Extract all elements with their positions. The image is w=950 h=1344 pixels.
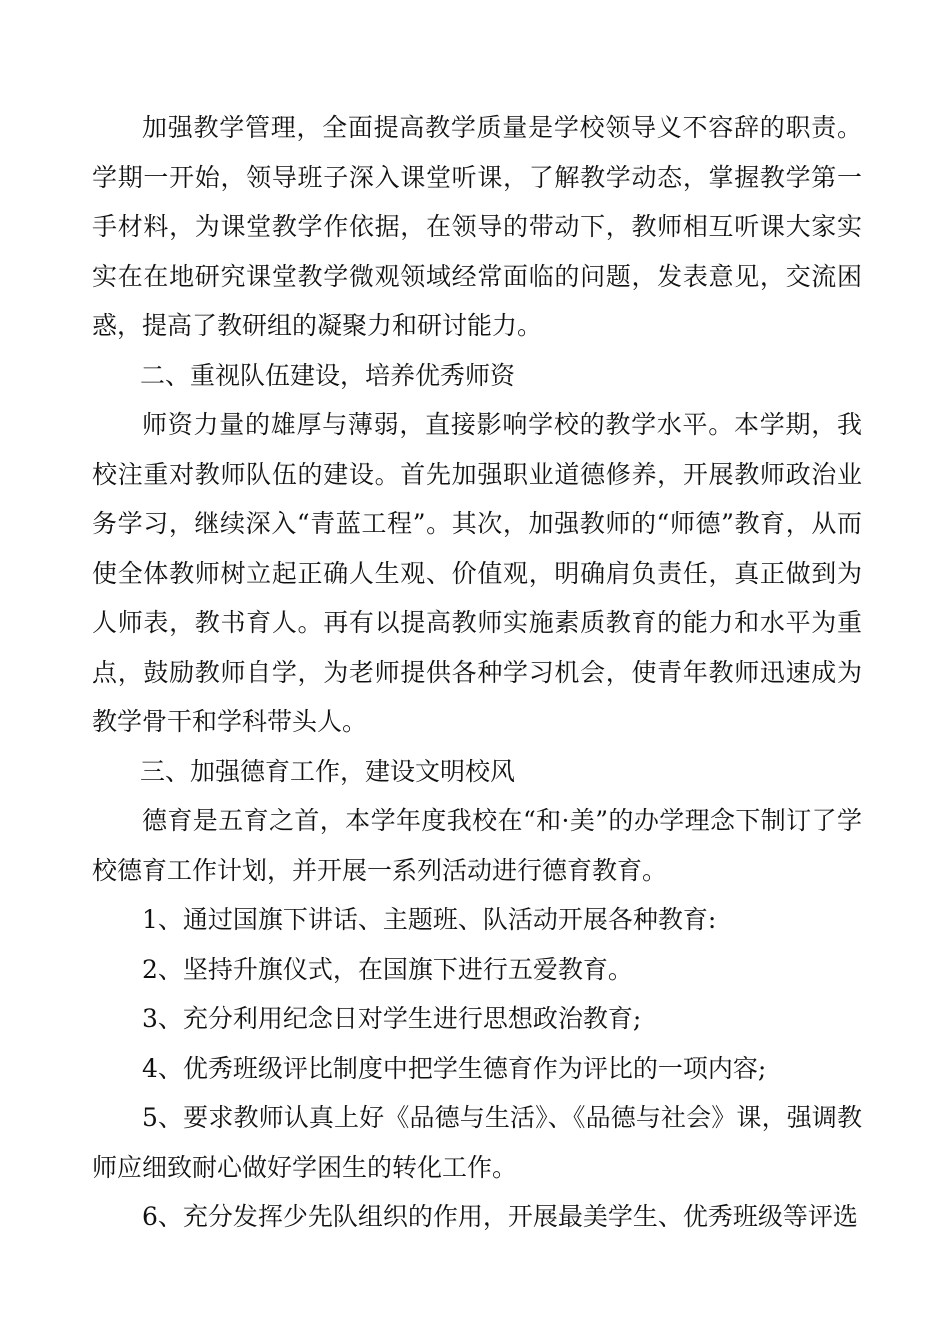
paragraph-moral-education-intro: 德育是五育之首，本学年度我校在“和·美”的办学理念下制订了学校德育工作计划，并开展一系列活动进行德育教育。 xyxy=(92,806,862,885)
document-body xyxy=(92,103,862,1242)
list-item-3: 3、充分利用纪念日对学生进行思想政治教育; xyxy=(142,1004,642,1033)
paragraph-teacher-strength: 师资力量的雄厚与薄弱，直接影响学校的教学水平。本学期，我校注重对教师队伍的建设。首先加强职业道德修养，开展教师政治业务学习，继续深入“青蓝工程”。其次，加强教师的“师德”教育，从而使全体教师树立起正确人生观、价值观，明确肩负责任，真正做到为人师表，教书育人。再有以提高教师实施素质教育的能力和水平为重点，鼓励教师自学，为老师提供各种学习机会，使青年教师迅速成为教学骨干和学科带头人。 xyxy=(92,410,862,736)
section-heading-team-building: 二、重视队伍建设，培养优秀师资 xyxy=(140,360,516,390)
section-heading-moral-education: 三、加强德育工作，建设文明校风 xyxy=(140,756,516,786)
list-item-1: 1、通过国旗下讲话、主题班、队活动开展各种教育: xyxy=(142,905,717,934)
list-item-2: 2、坚持升旗仪式，在国旗下进行五爱教育。 xyxy=(142,954,633,984)
list-item-4: 4、优秀班级评比制度中把学生德育作为评比的一项内容; xyxy=(142,1053,767,1083)
list-item-5: 5、要求教师认真上好《品德与生活》、《品德与社会》课，强调教师应细致耐心做好学困生的转化工作。 xyxy=(92,1103,862,1182)
paragraph-teaching-management: 加强教学管理，全面提高教学质量是学校领导义不容辞的职责。学期一开始，领导班子深入课堂听课，了解教学动态，掌握教学第一手材料，为课堂教学作依据，在领导的带动下，教师相互听课大家实实在在地研究课堂教学微观领域经常面临的问题，发表意见，交流困惑，提高了教研组的凝聚力和研讨能力。 xyxy=(92,113,862,340)
list-item-6: 6、充分发挥少先队组织的作用，开展最美学生、优秀班级等评选 xyxy=(142,1202,858,1231)
